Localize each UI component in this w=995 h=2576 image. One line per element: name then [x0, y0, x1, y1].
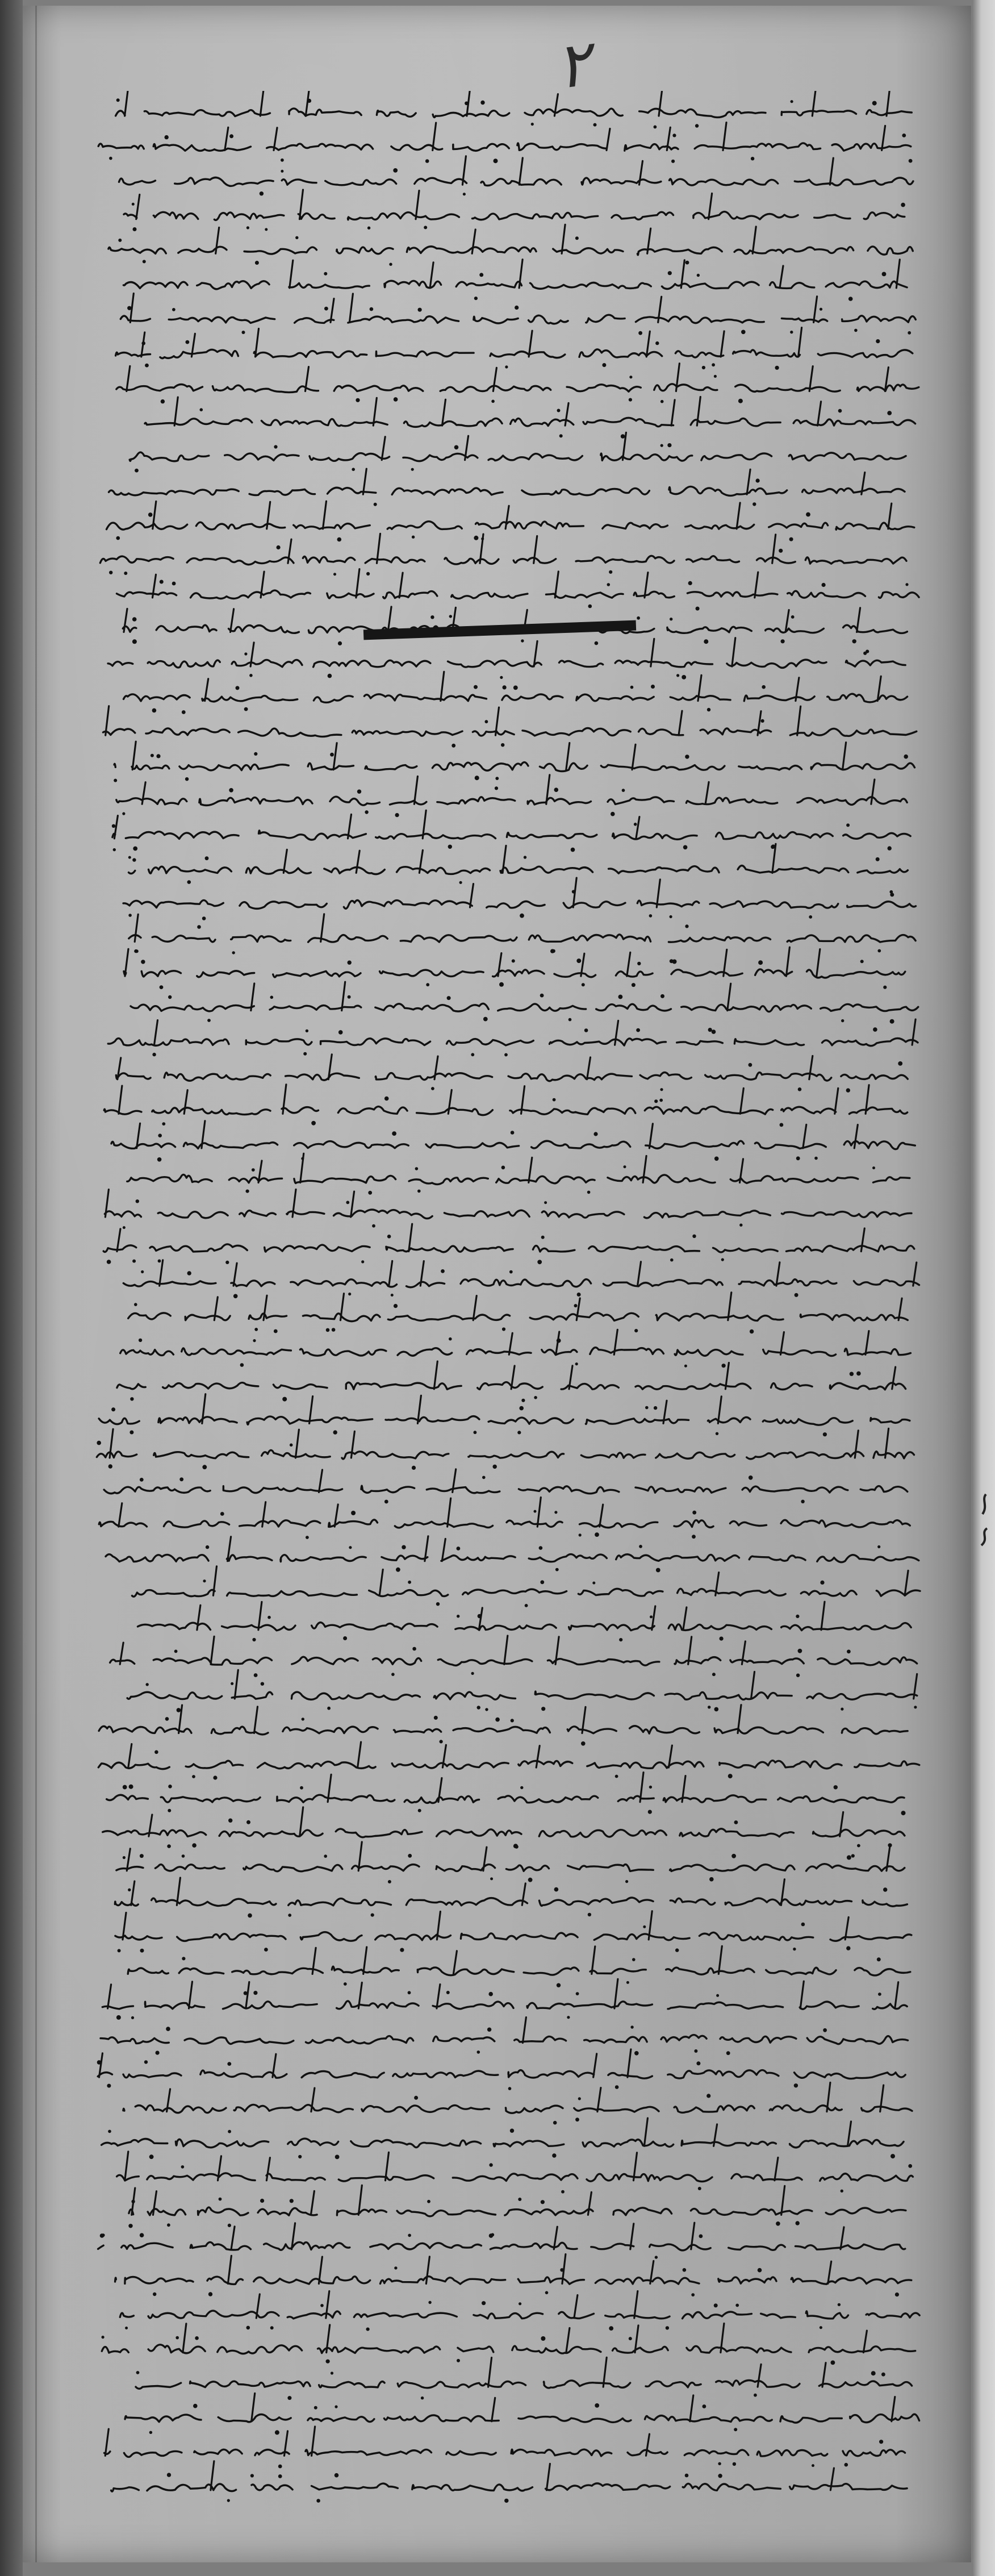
handwritten-line	[111, 2461, 908, 2503]
handwritten-line	[123, 1260, 919, 1298]
handwritten-line	[129, 432, 906, 472]
handwritten-line	[97, 2049, 906, 2090]
handwritten-line	[129, 914, 915, 954]
handwriting-ink	[85, 91, 926, 2534]
handwritten-text-block	[85, 91, 926, 2534]
handwritten-line	[104, 1085, 907, 1127]
handwritten-line	[120, 294, 915, 335]
facing-page-marks	[976, 1489, 992, 1557]
handwritten-line	[116, 1054, 908, 1093]
handwritten-line	[115, 1878, 907, 1918]
handwritten-line	[103, 706, 917, 748]
handwritten-line	[102, 1979, 907, 2020]
handwritten-line	[116, 1842, 905, 1883]
handwritten-line	[124, 672, 908, 714]
handwritten-line	[98, 1742, 919, 1779]
handwritten-line	[131, 982, 918, 1024]
handwritten-line	[124, 947, 905, 989]
handwritten-line	[128, 1946, 910, 1987]
handwritten-line	[106, 1536, 919, 1573]
handwritten-line	[123, 260, 907, 301]
handwritten-line	[99, 1394, 910, 1437]
manuscript-sheet	[23, 6, 971, 2562]
handwritten-line	[117, 2152, 913, 2194]
handwritten-line	[104, 1469, 908, 1504]
handwritten-line	[102, 2324, 915, 2365]
handwritten-line	[116, 364, 919, 404]
handwritten-line	[114, 741, 914, 782]
handwritten-line	[123, 878, 915, 920]
facing-page-edge	[972, 0, 995, 2576]
handwritten-line	[124, 190, 905, 231]
handwritten-line	[103, 1807, 905, 1849]
handwritten-line	[111, 1121, 915, 1162]
scanner-edge	[0, 0, 23, 2576]
handwritten-line	[145, 397, 915, 439]
handwritten-line	[99, 1705, 908, 1746]
handwritten-line	[98, 123, 912, 164]
handwritten-line	[119, 156, 913, 196]
handwritten-line	[116, 775, 907, 817]
binding-fold	[35, 6, 37, 2562]
handwritten-line	[128, 2185, 906, 2228]
handwritten-line	[108, 638, 905, 680]
handwritten-line	[138, 1602, 912, 1641]
handwritten-line	[125, 2394, 919, 2435]
handwritten-line	[123, 2083, 912, 2125]
handwritten-line	[101, 2018, 908, 2056]
handwritten-line	[117, 569, 919, 611]
handwritten-line	[104, 1190, 912, 1229]
handwritten-line	[99, 1498, 910, 1539]
handwritten-line	[115, 2254, 912, 2297]
handwritten-line	[108, 224, 913, 266]
handwritten-line	[116, 328, 913, 370]
handwritten-line	[107, 501, 914, 541]
handwritten-line	[104, 2427, 905, 2468]
handwritten-line	[103, 1224, 914, 1264]
handwritten-line	[120, 1329, 911, 1368]
handwritten-line	[127, 1153, 910, 1194]
handwritten-line	[132, 1566, 921, 1607]
handwritten-line	[97, 1428, 914, 1470]
handwritten-line	[117, 1361, 906, 1402]
handwritten-line	[136, 2357, 912, 2400]
handwritten-line	[102, 2118, 904, 2159]
handwritten-line	[98, 2223, 905, 2259]
page-number: ٢	[551, 26, 595, 103]
handwritten-line	[115, 1911, 912, 1953]
handwritten-line	[120, 2291, 919, 2331]
handwritten-line	[110, 1636, 917, 1677]
handwritten-line	[112, 810, 910, 852]
handwritten-line	[128, 844, 908, 884]
handwritten-line	[116, 91, 912, 128]
handwritten-line	[107, 1773, 906, 1816]
handwritten-line	[128, 1293, 908, 1333]
handwritten-line	[108, 1019, 918, 1056]
handwritten-line	[109, 469, 905, 506]
handwritten-line	[100, 533, 906, 576]
